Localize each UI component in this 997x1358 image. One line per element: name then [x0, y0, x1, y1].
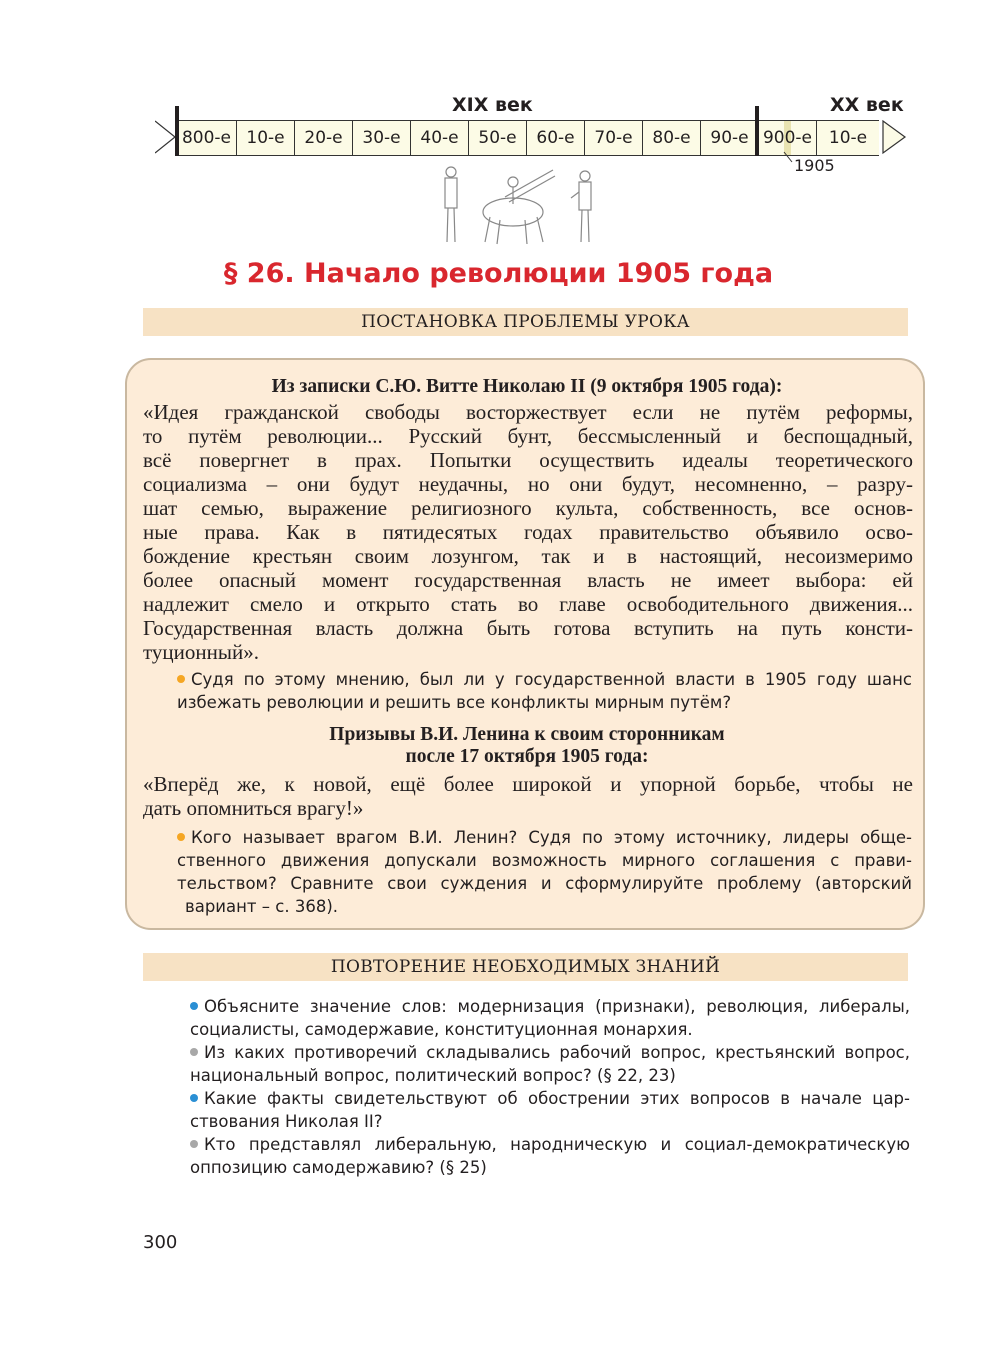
timeline-cells [177, 120, 879, 156]
quote-line: дать опомниться врагу!» [143, 796, 364, 820]
quote-line: шат семью, выражение религиозного культа, собственность, все основ- [143, 496, 913, 520]
orange-bullet-icon [177, 833, 185, 841]
review-text: Из каких противоречий складывались рабочий вопрос, крестьянский вопрос, [204, 1043, 910, 1062]
page-number: 300 [143, 1232, 178, 1253]
timeline-cell: 90-е [701, 121, 759, 155]
century-19-label: XIX век [452, 94, 533, 116]
timeline-cell: 60-е [527, 121, 585, 155]
review-item-cont: оппозицию самодержавию? (§ 25) [190, 1158, 487, 1177]
century-divider [755, 106, 759, 156]
quote-line: надлежит смело и открыто стать во главе освободительного движения... [143, 592, 913, 616]
question-line: избежать революции и решить все конфликты мирным путём? [177, 693, 732, 712]
question-line [177, 826, 912, 849]
timeline-cell: 40-е [411, 121, 469, 155]
quote-line: то путём революции... Русский бунт, бессмысленный и беспощадный, [143, 424, 913, 448]
century-20-label: XX век [830, 94, 904, 116]
timeline-cell: 70-е [585, 121, 643, 155]
timeline-cell: 800-е [177, 121, 237, 155]
timeline-cell: 80-е [643, 121, 701, 155]
figures-illustration [435, 162, 605, 247]
review-item-cont: социалисты, самодержавие, конституционная монархия. [190, 1020, 693, 1039]
gray-bullet-icon [190, 1048, 198, 1056]
review-text: Объясните значение слов: модернизация (признаки), революция, либералы, [204, 997, 910, 1016]
source2-heading: после 17 октября 1905 года: [405, 746, 649, 767]
quote-line: всё повергнет в прах. Попытки осуществить идеалы теоретического [143, 448, 913, 472]
review-text: Какие факты свидетельствуют об обострении этих вопросов в начале цар- [204, 1089, 910, 1108]
section-heading-problem: ПОСТАНОВКА ПРОБЛЕМЫ УРОКА [143, 308, 908, 336]
orange-bullet-icon [177, 675, 185, 683]
timeline-cell: 10-е [828, 128, 868, 148]
timeline-cell: 10-е [237, 121, 295, 155]
question-text: Судя по этому мнению, был ли у государственной власти в 1905 году шанс [191, 670, 912, 689]
review-item [190, 995, 910, 1018]
blue-bullet-icon [190, 1002, 198, 1010]
sources-box [125, 358, 925, 930]
timeline-marker-1905: 1905 [794, 156, 835, 175]
question-line: тельством? Сравните свои суждения и сформулируйте проблему (авторский [177, 874, 912, 893]
section-heading-review: ПОВТОРЕНИЕ НЕОБХОДИМЫХ ЗНАНИЙ [143, 953, 908, 981]
timeline-cell: 20-е [295, 121, 353, 155]
page-title: § 26. Начало революции 1905 года [223, 258, 774, 289]
review-item [190, 1087, 910, 1110]
review-item-cont: национальный вопрос, политический вопрос? (§ 22, 23) [190, 1066, 676, 1085]
question-line [177, 668, 912, 691]
quote-line: ные права. Как в пятидесятых годах правительство объявило осво- [143, 520, 913, 544]
question-line: вариант – с. 368). [185, 897, 339, 916]
review-item [190, 1041, 910, 1064]
quote-line: «Вперёд же, к новой, ещё более широкой и упорной борьбе, чтобы не [143, 772, 913, 796]
century-divider [175, 106, 179, 156]
timeline-cell: 900-е [759, 121, 817, 155]
quote-line: социализма – они будут неудачны, но они будут, несомненно, – разру- [143, 472, 913, 496]
review-item-cont: ствования Николая II? [190, 1112, 383, 1131]
question-line: ственного движения допускали возможность мирного соглашения с прави- [177, 851, 912, 870]
source2-heading: Призывы В.И. Ленина к своим сторонникам [329, 724, 725, 745]
gray-bullet-icon [190, 1140, 198, 1148]
quote-line: бождение крестьян своим лозунгом, так и в настоящий, несоизмеримо [143, 544, 913, 568]
quote-line: более опасный момент государственная власть не имеет выбора: ей [143, 568, 913, 592]
quote-line: Государственная власть должна быть готова вступить на путь консти- [143, 616, 913, 640]
timeline-cell: 50-е [469, 121, 527, 155]
review-item [190, 1133, 910, 1156]
quote-line: туционный». [143, 640, 259, 664]
timeline-cell: 30-е [353, 121, 411, 155]
source1-heading: Из записки С.Ю. Витте Николаю II (9 октября 1905 года): [271, 376, 783, 397]
blue-bullet-icon [190, 1094, 198, 1102]
quote-line: «Идея гражданской свободы восторжествует если не путём реформы, [143, 400, 913, 424]
question-text: Кого называет врагом В.И. Ленин? Судя по этому источнику, лидеры обще- [191, 828, 912, 847]
review-text: Кто представлял либеральную, народническую и социал-демократическую [204, 1135, 910, 1154]
